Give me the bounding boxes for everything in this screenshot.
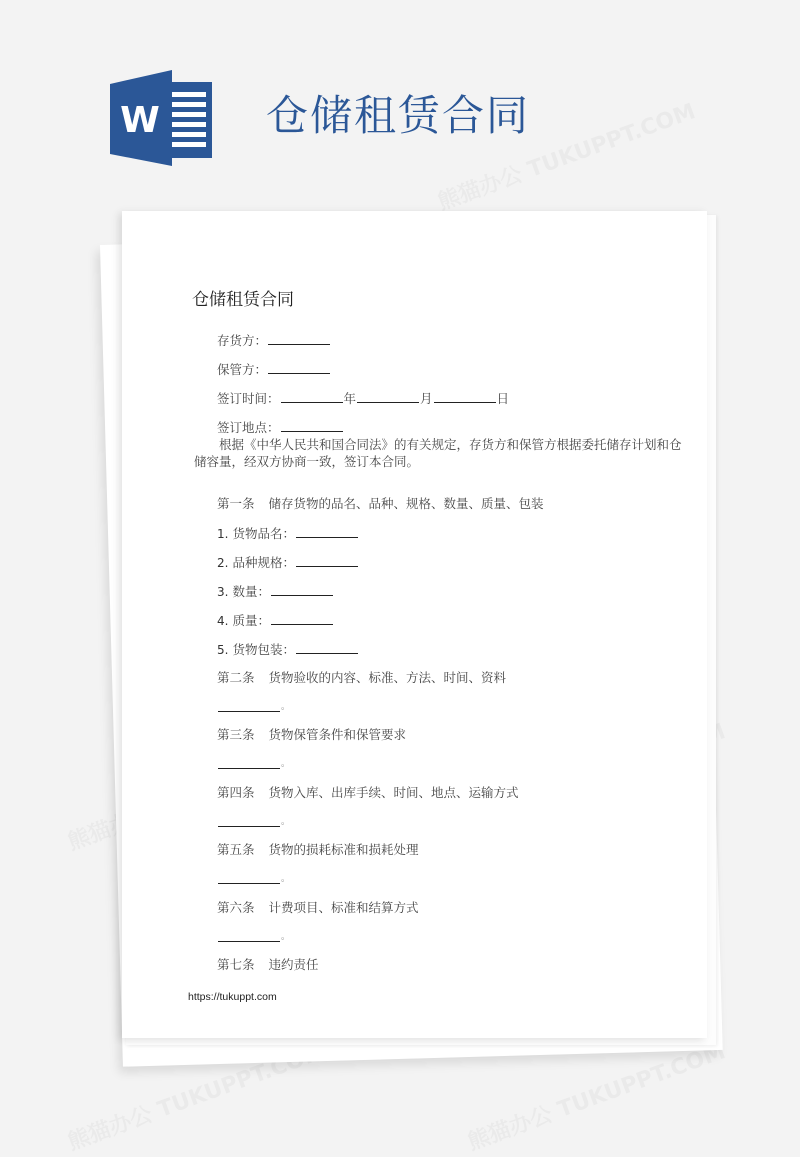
blank-line[interactable] [268,332,330,345]
article-5: 第五条 货物的损耗标准和损耗处理 [217,842,419,857]
article-2: 第二条 货物验收的内容、标准、方法、时间、资料 [217,670,507,685]
item-2: 2. 品种规格： [217,554,359,571]
blank-line[interactable] [296,554,358,567]
field-custodian: 保管方： [217,361,331,378]
blank-line[interactable] [218,929,280,942]
blank-year[interactable] [281,390,343,403]
article-5-blank: 。 [217,871,290,888]
item-5: 5. 货物包装： [217,641,359,658]
article-7: 第七条 违约责任 [217,957,319,972]
article-4-blank: 。 [217,814,290,831]
blank-line[interactable] [218,814,280,827]
article-1: 第一条 储存货物的品名、品种、规格、数量、质量、包装 [217,496,544,511]
blank-month[interactable] [357,390,419,403]
header-title: 仓储租赁合同 [266,91,531,140]
item-4: 4. 质量： [217,612,334,629]
item-1: 1. 货物品名： [217,525,359,542]
article-2-blank: 。 [217,699,290,716]
blank-line[interactable] [268,361,330,374]
article-4: 第四条 货物入库、出库手续、时间、地点、运输方式 [217,785,519,800]
blank-line[interactable] [271,583,333,596]
intro-paragraph: 根据《中华人民共和国合同法》的有关规定，存货方和保管方根据委托储存计划和仓储容量，经双方协商一致，签订本合同。 [194,437,682,469]
header [0,0,800,200]
blank-line[interactable] [218,756,280,769]
item-3: 3. 数量： [217,583,334,600]
article-6-blank: 。 [217,929,290,946]
blank-line[interactable] [281,419,343,432]
svg-text:W: W [120,100,160,141]
field-sign-date: 签订时间： 年 月 日 [217,391,510,406]
blank-line[interactable] [218,871,280,884]
word-icon [110,70,214,166]
blank-line[interactable] [296,641,358,654]
blank-line[interactable] [296,525,358,538]
field-sign-place: 签订地点： [217,419,344,436]
article-3: 第三条 货物保管条件和保管要求 [217,727,407,742]
blank-day[interactable] [434,390,496,403]
article-6: 第六条 计费项目、标准和结算方式 [217,900,419,915]
document-title: 仓储租赁合同 [192,290,294,310]
footer-url[interactable]: https://tukuppt.com [188,991,277,1003]
blank-line[interactable] [218,699,280,712]
article-3-blank: 。 [217,756,290,773]
field-depositor: 存货方： [217,332,331,349]
blank-line[interactable] [271,612,333,625]
document-page [122,211,707,1038]
